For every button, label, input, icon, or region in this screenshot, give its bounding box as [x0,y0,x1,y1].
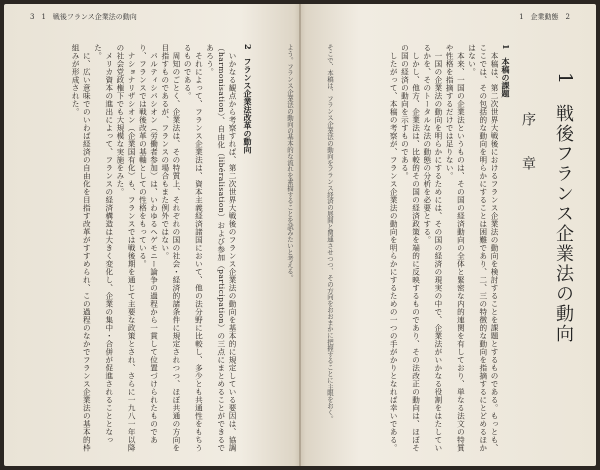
paragraph: それによって、フランス企業法は、資本主義経済諸国において、他の法分野に比較し、多少とも共通性をもちうるものである。 [183,44,204,452]
chapter-number: 1 [554,72,576,85]
paragraph: 周知のごとく、企業法は、その特質上、それぞれの国の社会・経済的諸条件に規定されつつ、ほぼ共通の方向を目指すものであるが、フランスの場合もまた例外ではない。 [160,44,181,452]
paragraph: 本来、一国の企業法というものは、その国の経済動向の全体と緊密な内的連関を有しており、単なる法文の特質や性格を指摘するだけでは足りない。 [445,44,466,452]
paragraph: したがって、本稿の考察が、フランス企業法の動向を明らかにするための一つの手がかりとなれば幸いである。 [389,51,399,452]
subheading: 1 本稿の課題 [501,44,511,98]
paragraph: しかし、他方、企業法は、比較的その国の経済政策を端的に反映するものであり、その法改正の動向は、ほぼその国の経済の動向を示すものである。 [400,44,421,452]
paragraph: 一国の企業法の動向を明らかにするためには、その国の経済の現実の中で、企業法がいかなる役割をはたしているかを、そのトータルな法の動態の分析を必要とする。 [422,44,443,452]
left-page-header: 3 1 戦後フランス企業法の動向 [30,13,137,21]
right-page-footnote: そこで、本稿は、フランス企業法の動向をフランス経済の展開と関連させつつ、その方向をおおまかに把握することに主眼をおく。 [326,44,334,422]
paragraph: ナショナリザシオン（企業国有化）も、フランスでは戦後期を通じて主要な政策とされ、さらに一九八一年以降の社会党政権下でも大規模な実施をみた。 [115,44,137,452]
section-title: 序 章 [520,112,536,178]
right-page [300,4,596,466]
left-section-heading: 2 フランス企業法改革の動向 [243,44,253,154]
paragraph: 本稿は、第二次世界大戦後におけるフランス企業法の動向を検討することを課題とするものである。もっとも、ここでは、その包括的な動向を明らかにすることは困難であり、二、三の特徴的な動向を指摘するにとどめるほかはない。 [467,44,499,452]
paragraph: いかなる観点から考察すれば、第二次世界大戦後のフランス企業法の動向を基本的に規定している要因は、協調（harmonisation）、自由化（libéralisation）および参加（participation）の三点にまとめることができるであろう。 [205,44,237,452]
book-spread [4,4,596,466]
left-page-footnote: よう。フランス企業法の動向の基本的な流れを素描することを試みたいと考える。 [286,44,294,281]
right-page-header: 1 企業動態 2 [519,13,570,21]
paragraph: に、広い意味でのいわば経済の自由化を目指す改革がすすめられ、この過程のなかでフランス企業法の基本的枠組みが形成された。 [71,44,92,452]
right-page-body [338,44,500,456]
left-page [4,4,300,466]
left-page-body [18,44,238,456]
paragraph: メリカ資本の進出によって、フランスの経済構造は大きく変化し、企業の集中・合併が促進されることとなった。 [93,44,114,444]
paragraph: パルティシパシオン（労働者参加）は、いわゆるヘゲモニー論争の過程から一貫して位置づけられたものであり、フランスでは戦後改革の基軸としての性格をもっている。 [138,44,159,444]
chapter-title: 戦後フランス企業法の動向 [553,104,574,344]
